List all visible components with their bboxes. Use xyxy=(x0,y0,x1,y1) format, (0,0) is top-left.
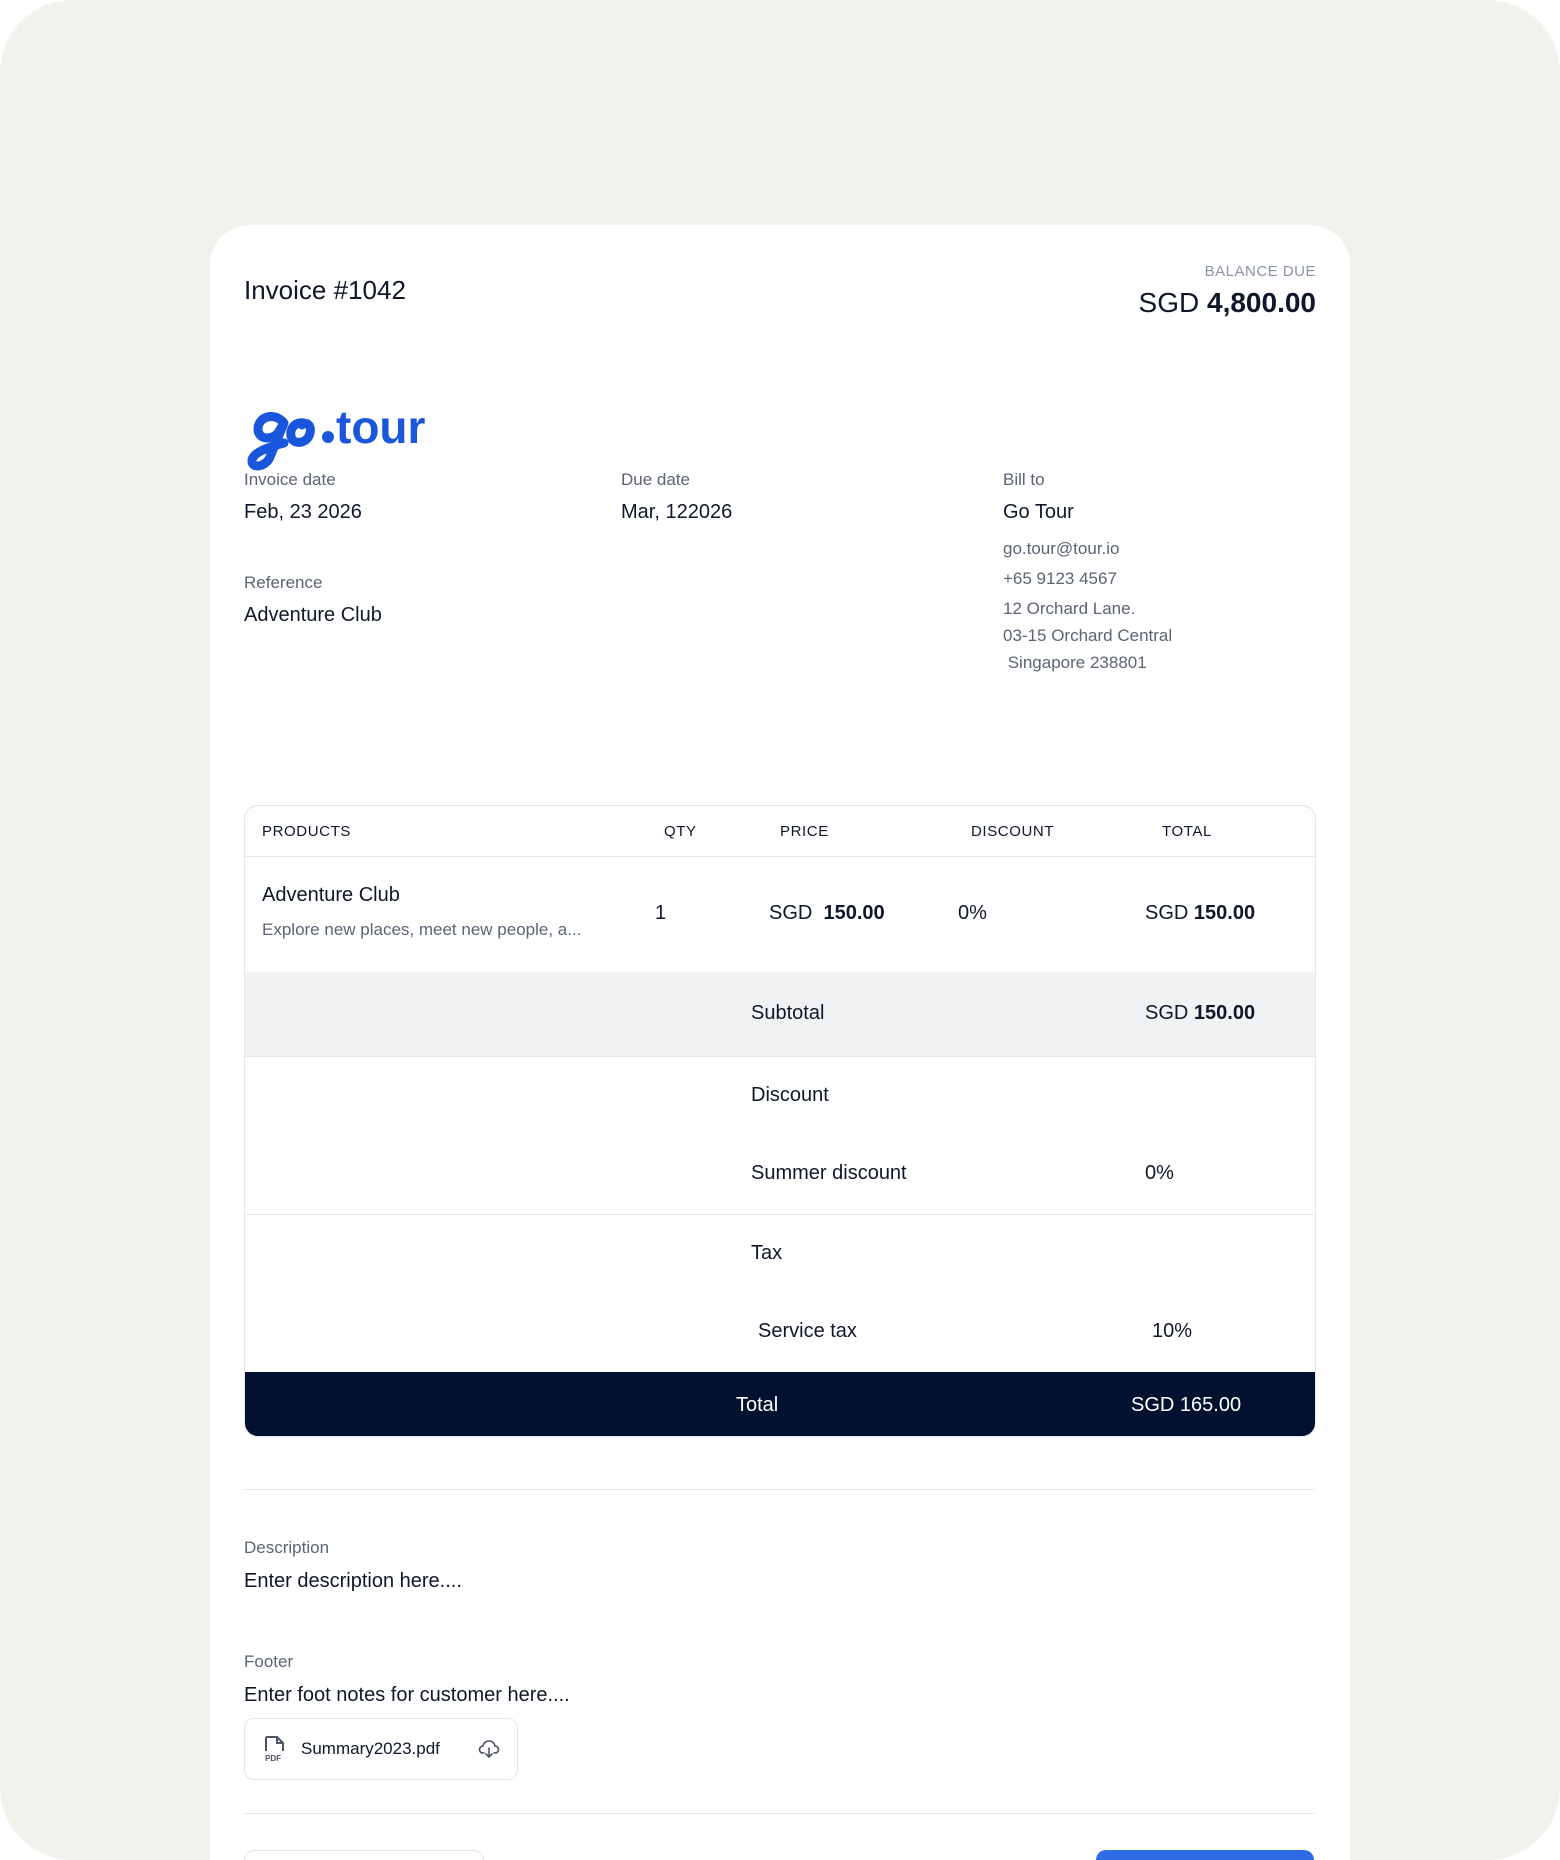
description-label: Description xyxy=(244,1538,330,1557)
product-name: Adventure Club xyxy=(262,884,400,906)
primary-action-button[interactable] xyxy=(1096,1850,1314,1860)
download-icon[interactable] xyxy=(478,1738,500,1760)
header-qty: QTY xyxy=(664,823,697,840)
products-table xyxy=(244,805,1316,1437)
table-header xyxy=(245,806,1315,857)
reference-value: Adventure Club xyxy=(244,604,382,626)
product-qty: 1 xyxy=(655,902,667,924)
gotour-logo xyxy=(244,395,454,475)
secondary-action-button[interactable] xyxy=(244,1850,484,1860)
product-discount: 0% xyxy=(958,902,987,924)
bill-to-address-line1: 12 Orchard Lane. xyxy=(1003,599,1136,618)
invoice-date-value: Feb, 23 2026 xyxy=(244,501,362,523)
bill-to-address-line3: Singapore 238801 xyxy=(1003,653,1147,672)
tax-item-value: 10% xyxy=(1152,1320,1193,1342)
svg-text:tour: tour xyxy=(336,401,426,453)
bill-to-email: go.tour@tour.io xyxy=(1003,539,1120,558)
attachment-chip[interactable] xyxy=(244,1718,518,1780)
balance-due-label: BALANCE DUE xyxy=(1204,263,1316,280)
tax-section xyxy=(245,1214,1315,1372)
svg-text:PDF: PDF xyxy=(265,1754,281,1763)
bill-to-phone: +65 9123 4567 xyxy=(1003,569,1117,588)
total-currency: SGD xyxy=(1145,902,1189,924)
tax-section-label: Tax xyxy=(751,1242,783,1264)
header-discount: DISCOUNT xyxy=(971,823,1055,840)
product-price xyxy=(769,902,885,925)
due-date-label: Due date xyxy=(621,470,690,489)
tax-item-label: Service tax xyxy=(758,1320,857,1342)
discount-section xyxy=(245,1056,1315,1215)
product-total xyxy=(1145,902,1255,925)
footer-label: Footer xyxy=(244,1652,294,1671)
discount-item-value: 0% xyxy=(1145,1162,1174,1184)
subtotal-value xyxy=(1145,1002,1255,1025)
price-amount: 150.00 xyxy=(823,902,885,924)
pdf-file-icon xyxy=(263,1735,287,1763)
header-products: PRODUCTS xyxy=(262,823,351,840)
balance-value: 4,800.00 xyxy=(1207,287,1316,318)
invoice-card xyxy=(210,225,1350,1860)
subtotal-amount: 150.00 xyxy=(1193,1002,1256,1024)
balance-currency: SGD xyxy=(1138,287,1200,318)
grand-total-label: Total xyxy=(736,1394,779,1416)
balance-due-amount xyxy=(1139,287,1316,319)
attachment-file-name: Summary2023.pdf xyxy=(301,1739,440,1758)
invoice-title: Invoice #1042 xyxy=(244,275,406,305)
footer-input[interactable]: Enter foot notes for customer here.... xyxy=(244,1684,570,1706)
bottom-divider xyxy=(244,1813,1314,1814)
due-date-value: Mar, 122026 xyxy=(621,501,733,523)
table-row[interactable] xyxy=(245,856,1315,973)
discount-section-label: Discount xyxy=(751,1084,829,1106)
subtotal-label: Subtotal xyxy=(751,1002,825,1024)
grand-total-value: SGD 165.00 xyxy=(1131,1394,1242,1416)
total-row xyxy=(245,1372,1315,1436)
bill-to-label: Bill to xyxy=(1003,470,1045,489)
discount-item-label: Summer discount xyxy=(751,1162,907,1184)
header-total: TOTAL xyxy=(1162,823,1212,840)
product-description: Explore new places, meet new people, a... xyxy=(262,920,582,939)
reference-label: Reference xyxy=(244,573,323,592)
header-price: PRICE xyxy=(780,823,829,840)
bill-to-address-line2: 03-15 Orchard Central xyxy=(1003,626,1173,645)
bill-to-name: Go Tour xyxy=(1003,501,1074,523)
subtotal-row xyxy=(245,972,1315,1057)
total-amount: 150.00 xyxy=(1193,902,1256,924)
invoice-date-label: Invoice date xyxy=(244,470,336,489)
section-divider xyxy=(244,1489,1314,1490)
price-currency: SGD xyxy=(769,902,813,924)
subtotal-currency: SGD xyxy=(1145,1002,1189,1024)
description-input[interactable]: Enter description here.... xyxy=(244,1570,462,1592)
